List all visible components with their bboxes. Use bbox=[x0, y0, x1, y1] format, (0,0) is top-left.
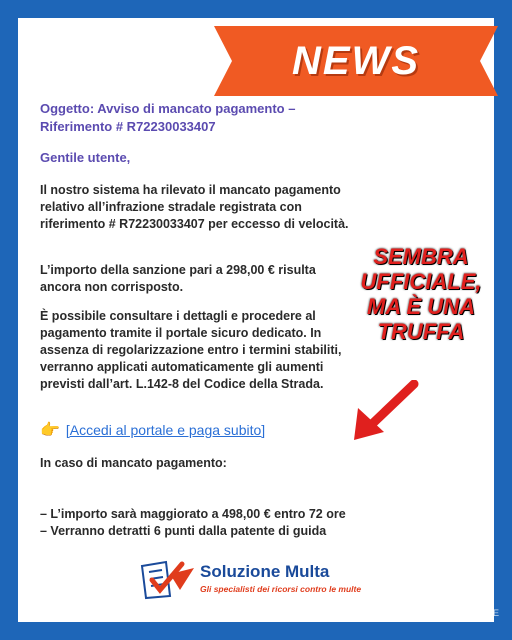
nonpayment-heading: In caso di mancato pagamento: bbox=[40, 456, 227, 470]
email-paragraph: Il nostro sistema ha rilevato il mancato pagamento relativo all’infrazione stradale registrata con riferimento # R72230033407 per eccesso di velocità. bbox=[40, 183, 349, 231]
pointing-hand-icon: 👉 bbox=[40, 422, 60, 439]
payment-portal-link[interactable]: [Accedi al portale e paga subito] bbox=[65, 422, 266, 438]
watermark: 华人街 bbox=[410, 582, 477, 607]
email-greeting: Gentile utente, bbox=[40, 150, 131, 165]
consequences-list bbox=[40, 506, 350, 540]
email-paragraph: È possibile consultare i dettagli e procedere al pagamento tramite il portale sicuro dedicato. In assenza di regolarizzazione entro i termini stabiliti, verranno applicati automaticamente gli aumenti previsti dall’art. L.142-8 del Codice della Strada. bbox=[40, 309, 342, 391]
brand-name: Soluzione Multa bbox=[200, 562, 330, 581]
scam-warning bbox=[336, 244, 506, 344]
checklist-logo-icon bbox=[140, 560, 196, 600]
list-item: – Verranno detratti 6 punti dalla patente di guida bbox=[40, 524, 327, 538]
news-banner bbox=[214, 26, 498, 96]
warning-line: TRUFFA bbox=[377, 319, 465, 344]
payment-link-row bbox=[40, 420, 265, 440]
email-subject: Oggetto: Avviso di mancato pagamento – Riferimento # R72230033407 bbox=[40, 101, 296, 134]
brand-tagline: Gli specialisti dei ricorsi contro le multe bbox=[200, 584, 362, 594]
warning-line: SEMBRA bbox=[373, 244, 469, 269]
list-item: – L’importo sarà maggiorato a 498,00 € entro 72 ore bbox=[40, 507, 346, 521]
news-label: NEWS bbox=[292, 38, 420, 83]
brand-logo bbox=[140, 560, 380, 600]
red-arrow-icon bbox=[350, 380, 420, 444]
email-paragraph: L’importo della sanzione pari a 298,00 € risulta ancora non corrisposto. bbox=[40, 263, 316, 294]
warning-line: UFFICIALE, bbox=[360, 269, 482, 294]
watermark-sub: HUARENJIE bbox=[440, 608, 501, 618]
warning-line: MA È UNA bbox=[367, 294, 475, 319]
